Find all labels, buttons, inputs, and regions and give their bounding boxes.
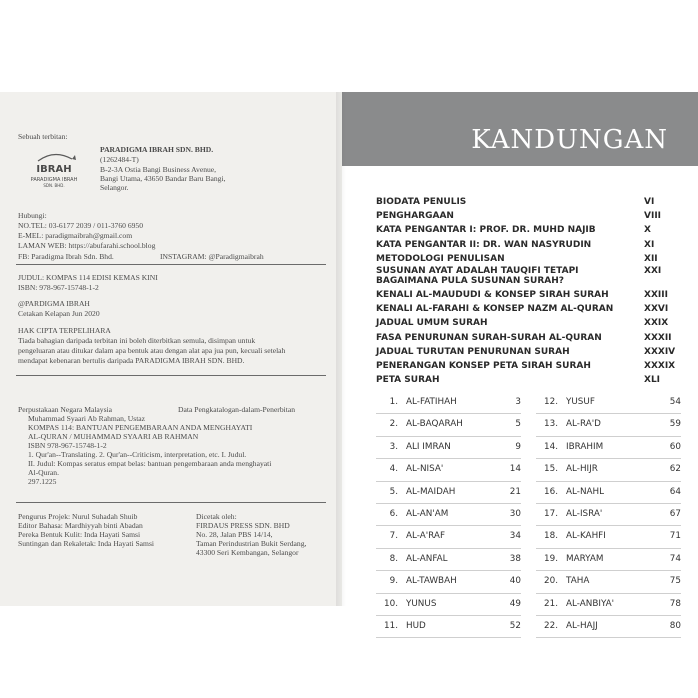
surah-page-number: 75: [669, 576, 681, 587]
surah-number: 2.: [389, 419, 398, 430]
publisher-name: PARADIGMA IBRAH SDN. BHD.: [100, 145, 214, 154]
isbn-line: ISBN: 978-967-15748-1-2: [18, 283, 99, 292]
logo-sub2: SDN. BHD.: [43, 183, 65, 188]
catalog-line-8: 297.1225: [28, 477, 57, 486]
credit-layout: Suntingan dan Rekaletak: Inda Hayati Samsi: [18, 539, 155, 548]
printer-address-2: Taman Perindustrian Bukit Serdang,: [196, 539, 307, 548]
surah-row: [536, 437, 681, 459]
catalog-line-6: II. Judul: Kompas seratus empat belas: bantuan pengembaraan anda menghayati: [28, 459, 272, 468]
address-line-3: Selangor.: [100, 183, 129, 192]
toc-title: PENERANGAN KONSEP PETA SIRAH SURAH: [376, 360, 591, 371]
surah-number: 10.: [384, 598, 398, 609]
credit-cover-designer: Pereka Bentuk Kulit: Inda Hayati Samsi: [18, 530, 141, 539]
address-line-1: B-2-3A Ostia Bangi Business Avenue,: [100, 165, 217, 174]
surah-number: 16.: [544, 486, 558, 497]
surah-number: 11.: [384, 620, 398, 631]
surah-page-number: 30: [509, 508, 521, 519]
toc-page-number: VI: [644, 197, 655, 207]
toc-row: [376, 266, 676, 288]
rights-text-1: Tiada bahagian daripada terbitan ini boleh diterbitkan semula, disimpan untuk: [18, 336, 256, 345]
toc-page-number: XII: [644, 253, 658, 264]
surah-row: [376, 616, 521, 638]
toc-row: [376, 302, 676, 316]
surah-page-number: 64: [669, 486, 681, 497]
toc-row: [376, 316, 676, 330]
surah-page-number: 34: [509, 531, 521, 542]
surah-row: [536, 414, 681, 436]
surah-number: 18.: [544, 531, 558, 542]
toc-page-number: XLI: [644, 375, 661, 386]
credit-project-manager: Pengurus Projek: Nurul Suhadah Shuib: [18, 512, 138, 521]
toc-row: [376, 373, 676, 387]
catalog-line-4: ISBN 978-967-15748-1-2: [28, 441, 107, 450]
surah-page-number: 38: [509, 553, 521, 564]
surah-number: 6.: [389, 508, 398, 519]
surah-page-number: 3: [515, 397, 521, 407]
surah-number: 15.: [544, 464, 558, 475]
toc-title: METODOLOGI PENULISAN: [376, 253, 505, 264]
surah-row: [536, 482, 681, 504]
surah-row: [376, 482, 521, 504]
surah-name: AL-ISRA': [566, 508, 603, 519]
surah-page-number: 21: [509, 486, 521, 497]
surah-number: 1.: [389, 397, 398, 407]
catalog-line-3: AL-QURAN / MUHAMMAD SYAARI AB RAHMAN: [28, 432, 199, 441]
copyright-page: [0, 92, 342, 606]
toc-row: [376, 223, 676, 237]
surah-row: [376, 571, 521, 593]
toc-page-number: XXXIV: [644, 346, 676, 357]
surah-name: AL-FATIHAH: [406, 397, 457, 407]
surah-name: MARYAM: [566, 553, 604, 564]
surah-page-number: 52: [509, 620, 521, 631]
surah-row: [376, 459, 521, 481]
surah-row: [376, 594, 521, 616]
toc-row: [376, 331, 676, 345]
surah-number: 5.: [389, 486, 398, 497]
surah-row: [376, 392, 521, 414]
surah-number: 9.: [389, 576, 398, 587]
toc-title: KATA PENGANTAR I: PROF. DR. MUHD NAJIB: [376, 225, 596, 236]
toc-row: [376, 209, 676, 223]
toc-page-number: XI: [644, 239, 655, 250]
surah-page-number: 71: [669, 531, 681, 542]
surah-name: AL-HAJJ: [566, 620, 598, 631]
divider: [16, 264, 326, 265]
surah-number: 13.: [544, 419, 558, 430]
divider: [16, 502, 326, 503]
surah-row: [376, 549, 521, 571]
page-title: KANDUNGAN: [471, 125, 668, 155]
ibrah-logo: [20, 147, 88, 189]
surah-page-number: 60: [669, 441, 681, 452]
toc-row: [376, 195, 676, 209]
surah-name: AL-KAHFI: [566, 531, 606, 542]
toc-page-number: VIII: [644, 211, 662, 222]
surah-name: AL-ANFAL: [406, 553, 448, 564]
surah-page-number: 59: [669, 419, 681, 430]
catalog-line-7: Al-Quran.: [28, 468, 59, 477]
book-title-line: JUDUL: KOMPAS 114 EDISI KEMAS KINI: [18, 273, 158, 282]
surah-name: AL-ANBIYA': [566, 598, 615, 609]
contact-tel: NO.TEL: 03-6177 2039 / 011-3760 6950: [18, 221, 144, 230]
surah-name: AL-MAIDAH: [406, 486, 456, 497]
toc-page-number: XXI: [644, 265, 662, 276]
surah-row: [536, 504, 681, 526]
surah-page-number: 9: [515, 441, 521, 452]
surah-name: TAHA: [566, 576, 590, 587]
surah-page-number: 74: [669, 553, 681, 564]
rights-heading: HAK CIPTA TERPELIHARA: [18, 326, 111, 335]
logo-sub1: PARADIGMA IBRAH: [30, 177, 78, 183]
printer-address-1: No. 28, Jalan PBS 14/14,: [196, 530, 273, 539]
toc-row: [376, 359, 676, 373]
surah-page-number: 40: [509, 576, 521, 587]
contact-instagram: INSTAGRAM: @Paradigmaibrah: [160, 252, 264, 261]
surah-page-number: 67: [669, 508, 681, 519]
toc-page-number: XXXII: [644, 332, 672, 343]
toc-title: JADUAL UMUM SURAH: [376, 318, 488, 329]
surah-page-number: 78: [669, 598, 681, 609]
surah-name: YUSUF: [566, 397, 595, 407]
toc-title: KENALI AL-FARAHI & KONSEP NAZM AL-QURAN: [376, 304, 614, 315]
toc-page-number: XXXIX: [644, 360, 676, 371]
contents-page: [342, 92, 698, 631]
credit-language-editor: Editor Bahasa: Mardhiyyah binti Abadan: [18, 521, 143, 530]
surah-name: ALI IMRAN: [406, 441, 451, 452]
toc-row: [376, 288, 676, 302]
surah-number: 14.: [544, 441, 558, 452]
catalog-line-1: Muhammad Syaari Ab Rahman, Ustaz: [28, 414, 146, 423]
logo-brand: IBRAH: [36, 164, 72, 175]
contact-label: Hubungi:: [18, 211, 47, 220]
surah-number: 20.: [544, 576, 558, 587]
surah-name: AL-BAQARAH: [406, 419, 463, 430]
surah-row: [536, 616, 681, 638]
surah-page-number: 54: [669, 397, 681, 407]
toc-page-number: XXVI: [644, 304, 669, 315]
surah-page-number: 62: [669, 464, 681, 475]
toc-title: PENGHARGAAN: [376, 211, 454, 222]
printer-label: Dicetak oleh:: [196, 512, 237, 521]
surah-name: AL-AN'AM: [406, 508, 449, 519]
surah-number: 22.: [544, 620, 558, 631]
surah-name: AL-RA'D: [566, 419, 601, 430]
catalog-line-2: KOMPAS 114: BANTUAN PENGEMBARAAN ANDA MENGHAYATI: [28, 423, 253, 432]
book-spine-shadow: [336, 92, 346, 606]
printing-edition: Cetakan Kelapan Jun 2020: [18, 309, 100, 318]
contact-fb: FB: Paradigma Ibrah Sdn. Bhd.: [18, 252, 114, 261]
table-of-contents: [376, 195, 676, 387]
surah-name: AL-NAHL: [566, 486, 605, 497]
surah-column-left: [376, 392, 521, 638]
rights-text-3: mendapat kebenaran bertulis daripada PARADIGMA IBRAH SDN. BHD.: [18, 356, 245, 365]
surah-row: [376, 414, 521, 436]
surah-row: [376, 526, 521, 548]
surah-name: HUD: [406, 620, 426, 631]
toc-page-number: XXIX: [644, 318, 669, 329]
publisher-reg: (1262484-T): [100, 155, 139, 164]
toc-title: FASA PENURUNAN SURAH-SURAH AL-QURAN: [376, 332, 602, 343]
address-line-2: Bangi Utama, 43650 Bandar Baru Bangi,: [100, 174, 226, 183]
surah-number: 3.: [389, 441, 398, 452]
toc-title: KATA PENGANTAR II: DR. WAN NASYRUDIN: [376, 239, 592, 250]
surah-number: 19.: [544, 553, 558, 564]
surah-page-number: 80: [669, 620, 681, 631]
surah-column-right: [536, 392, 681, 638]
surah-page-number: 14: [509, 464, 521, 475]
surah-row: [536, 459, 681, 481]
contact-email: E-MEL: paradigmaibrah@gmail.com: [18, 231, 133, 240]
surah-name: AL-NISA': [406, 464, 444, 475]
toc-title: JADUAL TURUTAN PENURUNAN SURAH: [376, 346, 570, 357]
toc-row: [376, 238, 676, 252]
surah-page-number: 5: [515, 419, 521, 430]
surah-number: 21.: [544, 598, 558, 609]
surah-row: [536, 526, 681, 548]
toc-title: SUSUNAN AYAT ADALAH TAUQIFI TETAPI BAGAIMANA PULA SUSUNAN SURAH?: [376, 265, 579, 286]
catalog-line-5: 1. Qur'an--Translating. 2. Qur'an--Criticism, interpretation, etc. I. Judul.: [28, 450, 247, 459]
surah-row: [536, 549, 681, 571]
surah-name: AL-A'RAF: [406, 531, 446, 542]
surah-row: [376, 437, 521, 459]
surah-number: 7.: [389, 531, 398, 542]
printer-address-3: 43300 Seri Kembangan, Selangor: [196, 548, 299, 557]
surah-number: 4.: [389, 464, 398, 475]
surah-row: [536, 392, 681, 414]
publisher-label: Sebuah terbitan:: [18, 132, 68, 141]
rights-text-2: pengeluaran atau ditukar dalam apa bentuk atau dengan alat apa jua pun, kecuali setelah: [18, 346, 286, 355]
surah-name: AL-TAWBAH: [406, 576, 457, 587]
toc-page-number: XXIII: [644, 289, 668, 300]
divider: [16, 375, 326, 376]
surah-row: [536, 571, 681, 593]
copyright-holder: @PARDIGMA IBRAH: [18, 299, 90, 308]
toc-page-number: X: [644, 225, 651, 236]
toc-title: BIODATA PENULIS: [376, 197, 467, 207]
printer-name: FIRDAUS PRESS SDN. BHD: [196, 521, 290, 530]
surah-name: IBRAHIM: [566, 441, 604, 452]
surah-number: 17.: [544, 508, 558, 519]
toc-title: KENALI AL-MAUDUDI & KONSEP SIRAH SURAH: [376, 289, 609, 300]
toc-title: PETA SURAH: [376, 375, 440, 386]
surah-page-number: 49: [509, 598, 521, 609]
contact-web: LAMAN WEB: https://abufarahi.school.blog: [18, 241, 156, 250]
catalog-heading: Data Pengkatalogan-dalam-Penerbitan: [178, 405, 296, 414]
surah-row: [376, 504, 521, 526]
surah-number: 8.: [389, 553, 398, 564]
toc-row: [376, 345, 676, 359]
surah-name: AL-HIJR: [566, 464, 598, 475]
catalog-library: Perpustakaan Negara Malaysia: [18, 405, 113, 414]
surah-name: YUNUS: [406, 598, 437, 609]
surah-number: 12.: [544, 397, 558, 407]
surah-index: [376, 392, 696, 631]
surah-row: [536, 594, 681, 616]
toc-row: [376, 252, 676, 266]
